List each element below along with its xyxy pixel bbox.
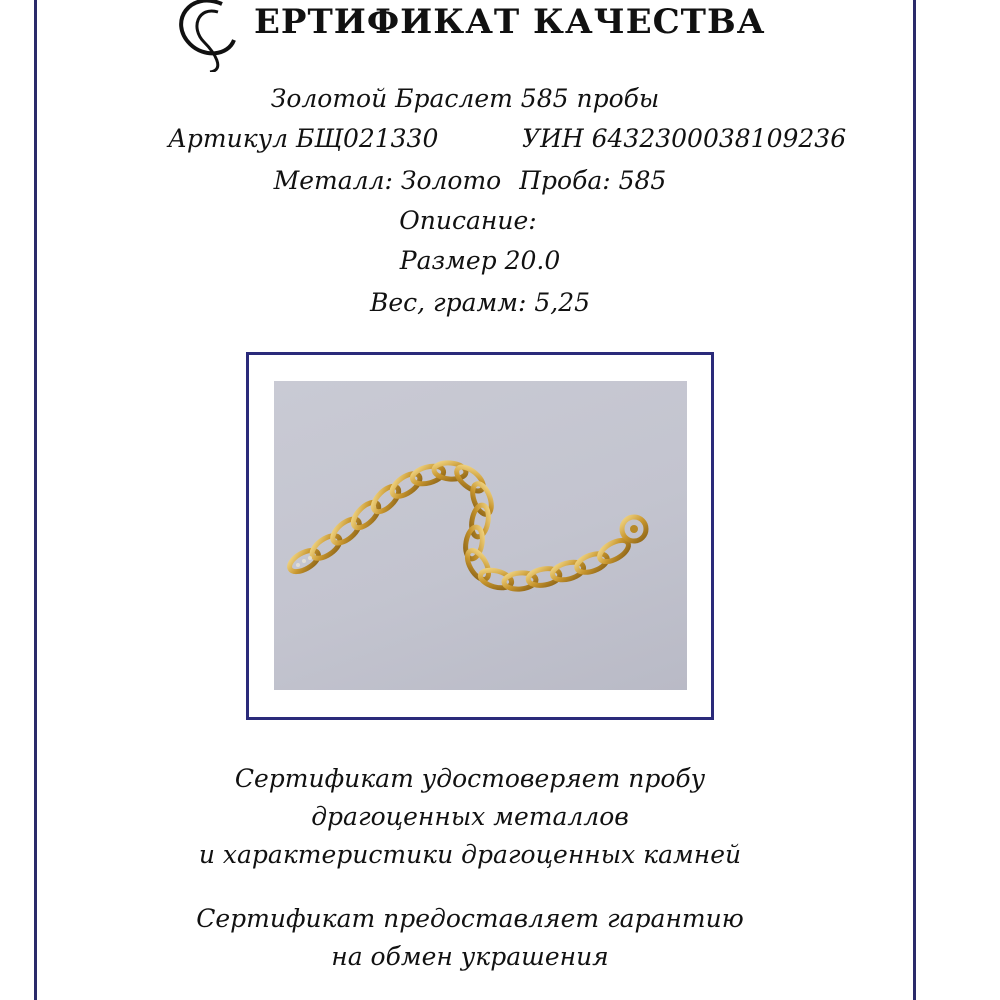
footer-line-3: и характеристики драгоценных камней (198, 840, 742, 869)
footer-line-5: на обмен украшения (331, 942, 609, 971)
weight-value: Вес, грамм: 5,25 (369, 288, 591, 317)
footer-line-1: Сертификат удостоверяет пробу (234, 764, 706, 793)
metal-value: Металл: Золото (273, 166, 502, 195)
monogram-c-icon (160, 0, 260, 72)
assay-value: Проба: 585 (519, 166, 667, 195)
metal-assay-row (0, 166, 970, 195)
gold-bracelet-image (274, 381, 687, 690)
certificate-title: ЕРТИФИКАТ КАЧЕСТВА (254, 2, 766, 42)
footer-line-4: Сертификат предоставляет гарантию (196, 904, 744, 933)
uin-number: УИН 6432300038109236 (522, 124, 847, 153)
footer-line-2: драгоценных металлов (311, 802, 629, 831)
product-photo (274, 381, 687, 690)
description-label: Описание: (399, 206, 537, 235)
product-name: Золотой Браслет 585 пробы (270, 84, 660, 113)
size-value: Размер 20.0 (399, 246, 561, 275)
article-number: Артикул БЩ021330 (168, 124, 439, 153)
certificate-header (140, 0, 766, 72)
product-photo-frame (246, 352, 714, 720)
